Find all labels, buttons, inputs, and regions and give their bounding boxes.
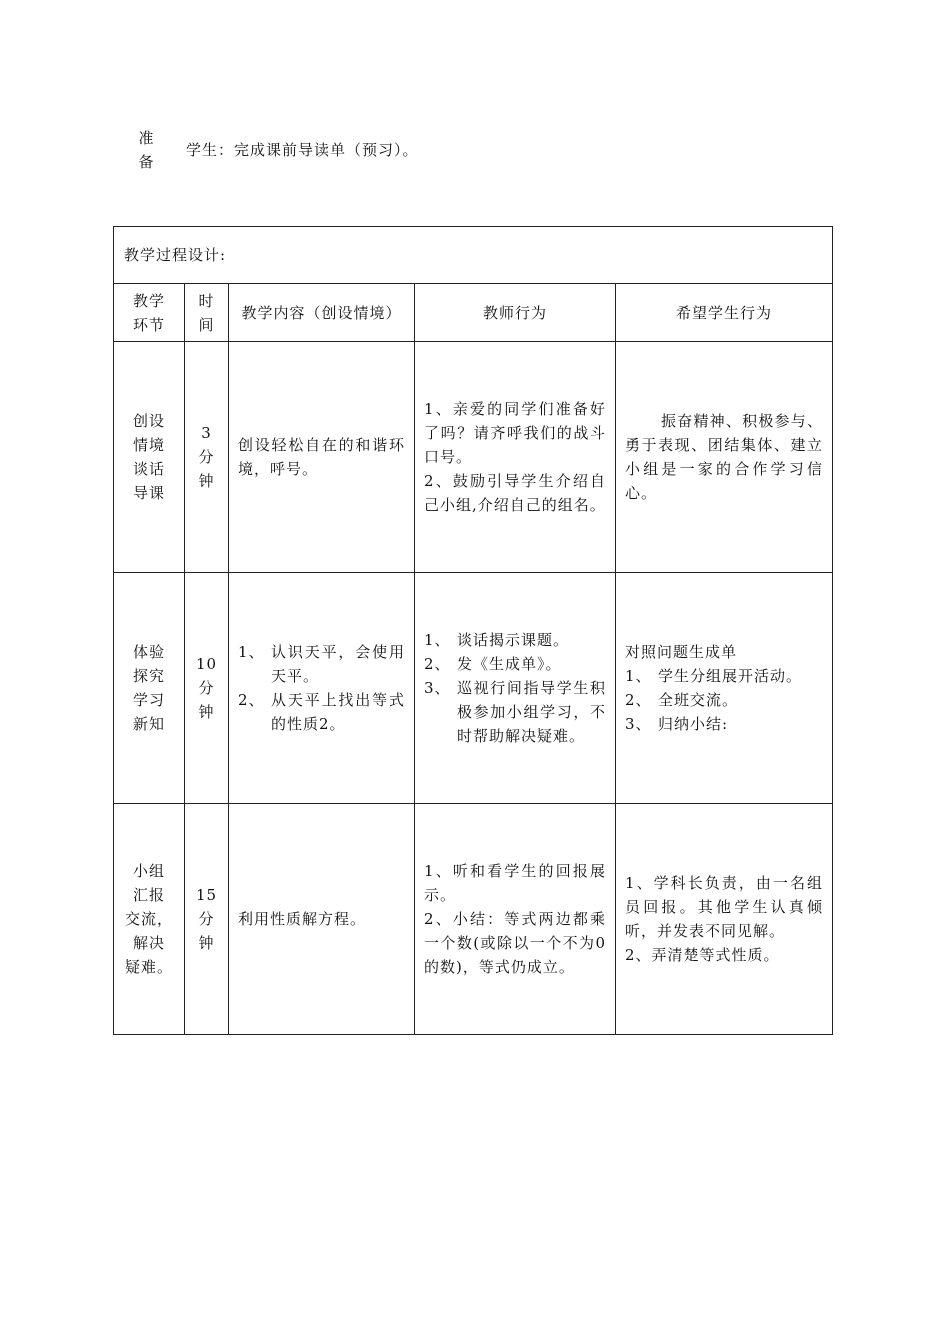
table-header-row <box>114 284 833 342</box>
stage-cell: 体验 探究 学习 新知 <box>114 573 185 804</box>
table-row <box>114 573 833 804</box>
header-student: 希望学生行为 <box>616 284 833 342</box>
time-cell: 10 分 钟 <box>185 573 229 804</box>
prep-text: 学生：完成课前导读单（预习）。 <box>186 141 419 159</box>
teacher-cell: 1、听和看学生的回报展示。 2、小结：等式两边都乘一个数(或除以一个不为0的数)，等式仍成立。 <box>415 804 616 1035</box>
time-cell: 3 分 钟 <box>185 342 229 573</box>
prep-label: 准 备 <box>138 129 154 171</box>
table-row <box>114 804 833 1035</box>
header-teacher: 教师行为 <box>415 284 616 342</box>
content-cell: 1、 认识天平，会使用天平。 2、 从天平上找出等式的性质2。 <box>229 573 415 804</box>
stage-cell: 小组 汇报 交流， 解决 疑难。 <box>114 804 185 1035</box>
stage-cell: 创设 情境 谈话 导课 <box>114 342 185 573</box>
table-row <box>114 342 833 573</box>
time-cell: 15 分 钟 <box>185 804 229 1035</box>
table-title: 教学过程设计: <box>114 227 833 284</box>
header-time: 时 间 <box>185 284 229 342</box>
student-cell: 振奋精神、积极参与、勇于表现、团结集体、建立小组是一家的合作学习信心。 <box>616 342 833 573</box>
student-cell: 1、学科长负责，由一名组员回报。其他学生认真倾听，并发表不同见解。 2、弄清楚等式性质。 <box>616 804 833 1035</box>
teacher-cell: 1、亲爱的同学们准备好了吗？请齐呼我们的战斗口号。 2、鼓励引导学生介绍自己小组,介绍自己的组名。 <box>415 342 616 573</box>
teaching-process-table <box>113 226 833 1035</box>
teacher-cell: 1、 谈话揭示课题。 2、 发《生成单》。 3、 巡视行间指导学生积极参加小组学习，不时帮助解决疑难。 <box>415 573 616 804</box>
student-cell: 对照问题生成单 1、 学生分组展开活动。 2、 全班交流。 3、 归纳小结: <box>616 573 833 804</box>
header-content: 教学内容（创设情境） <box>229 284 415 342</box>
content-cell: 创设轻松自在的和谐环境，呼号。 <box>229 342 415 573</box>
content-cell: 利用性质解方程。 <box>229 804 415 1035</box>
header-stage: 教学 环节 <box>114 284 185 342</box>
